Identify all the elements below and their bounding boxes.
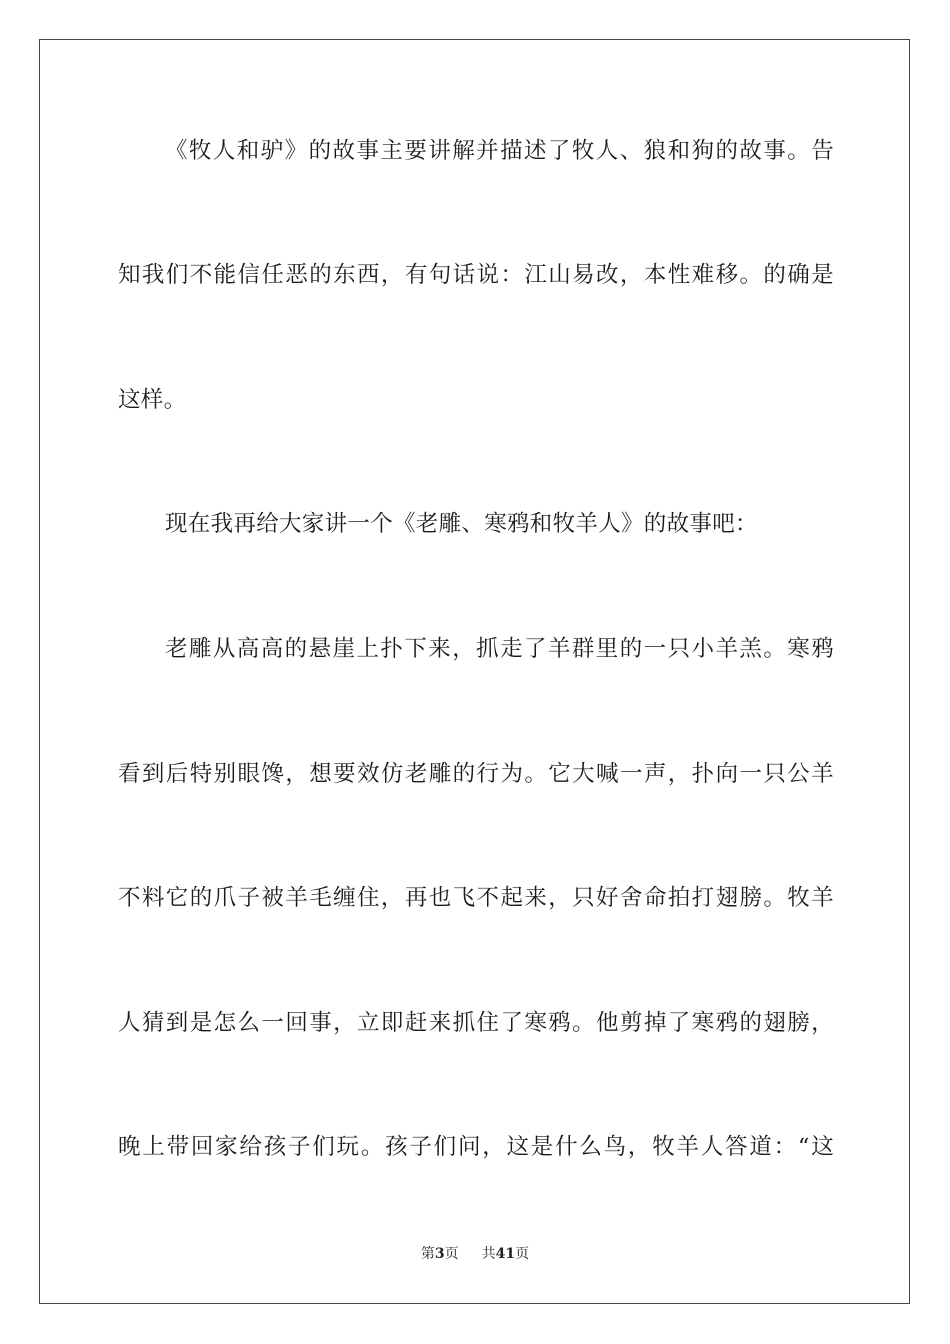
total-prefix: 共	[481, 1246, 496, 1262]
text-line: 人猜到是怎么一回事，立即赶来抓住了寒鸦。他剪掉了寒鸦的翅膀，	[118, 1010, 834, 1036]
page-suffix: 页	[444, 1246, 459, 1262]
text-line: 不料它的爪子被羊毛缠住，再也飞不起来，只好舍命拍打翅膀。牧羊	[118, 885, 834, 911]
text-line: 知我们不能信任恶的东西，有句话说：江山易改，本性难移。的确是	[118, 262, 834, 288]
text-line: 老雕从高高的悬崖上扑下来，抓走了羊群里的一只小羊羔。寒鸦	[165, 636, 834, 662]
page-border	[39, 39, 910, 1304]
page-prefix: 第	[420, 1246, 435, 1262]
text-line: 《牧人和驴》的故事主要讲解并描述了牧人、狼和狗的故事。告	[165, 138, 834, 164]
text-line: 看到后特别眼馋，想要效仿老雕的行为。它大喊一声，扑向一只公羊	[118, 761, 834, 787]
text-line: 现在我再给大家讲一个《老雕、寒鸦和牧羊人》的故事吧：	[165, 511, 758, 537]
total-pages-label	[482, 1246, 529, 1262]
page-number: 3	[434, 1246, 445, 1262]
text-line: 这样。	[118, 387, 187, 413]
total-pages: 41	[495, 1246, 516, 1262]
total-suffix: 页	[515, 1246, 530, 1262]
page-footer	[0, 1244, 950, 1264]
text-line: 晚上带回家给孩子们玩。孩子们问，这是什么鸟，牧羊人答道：“这	[118, 1134, 834, 1160]
page-number-label	[421, 1246, 463, 1262]
